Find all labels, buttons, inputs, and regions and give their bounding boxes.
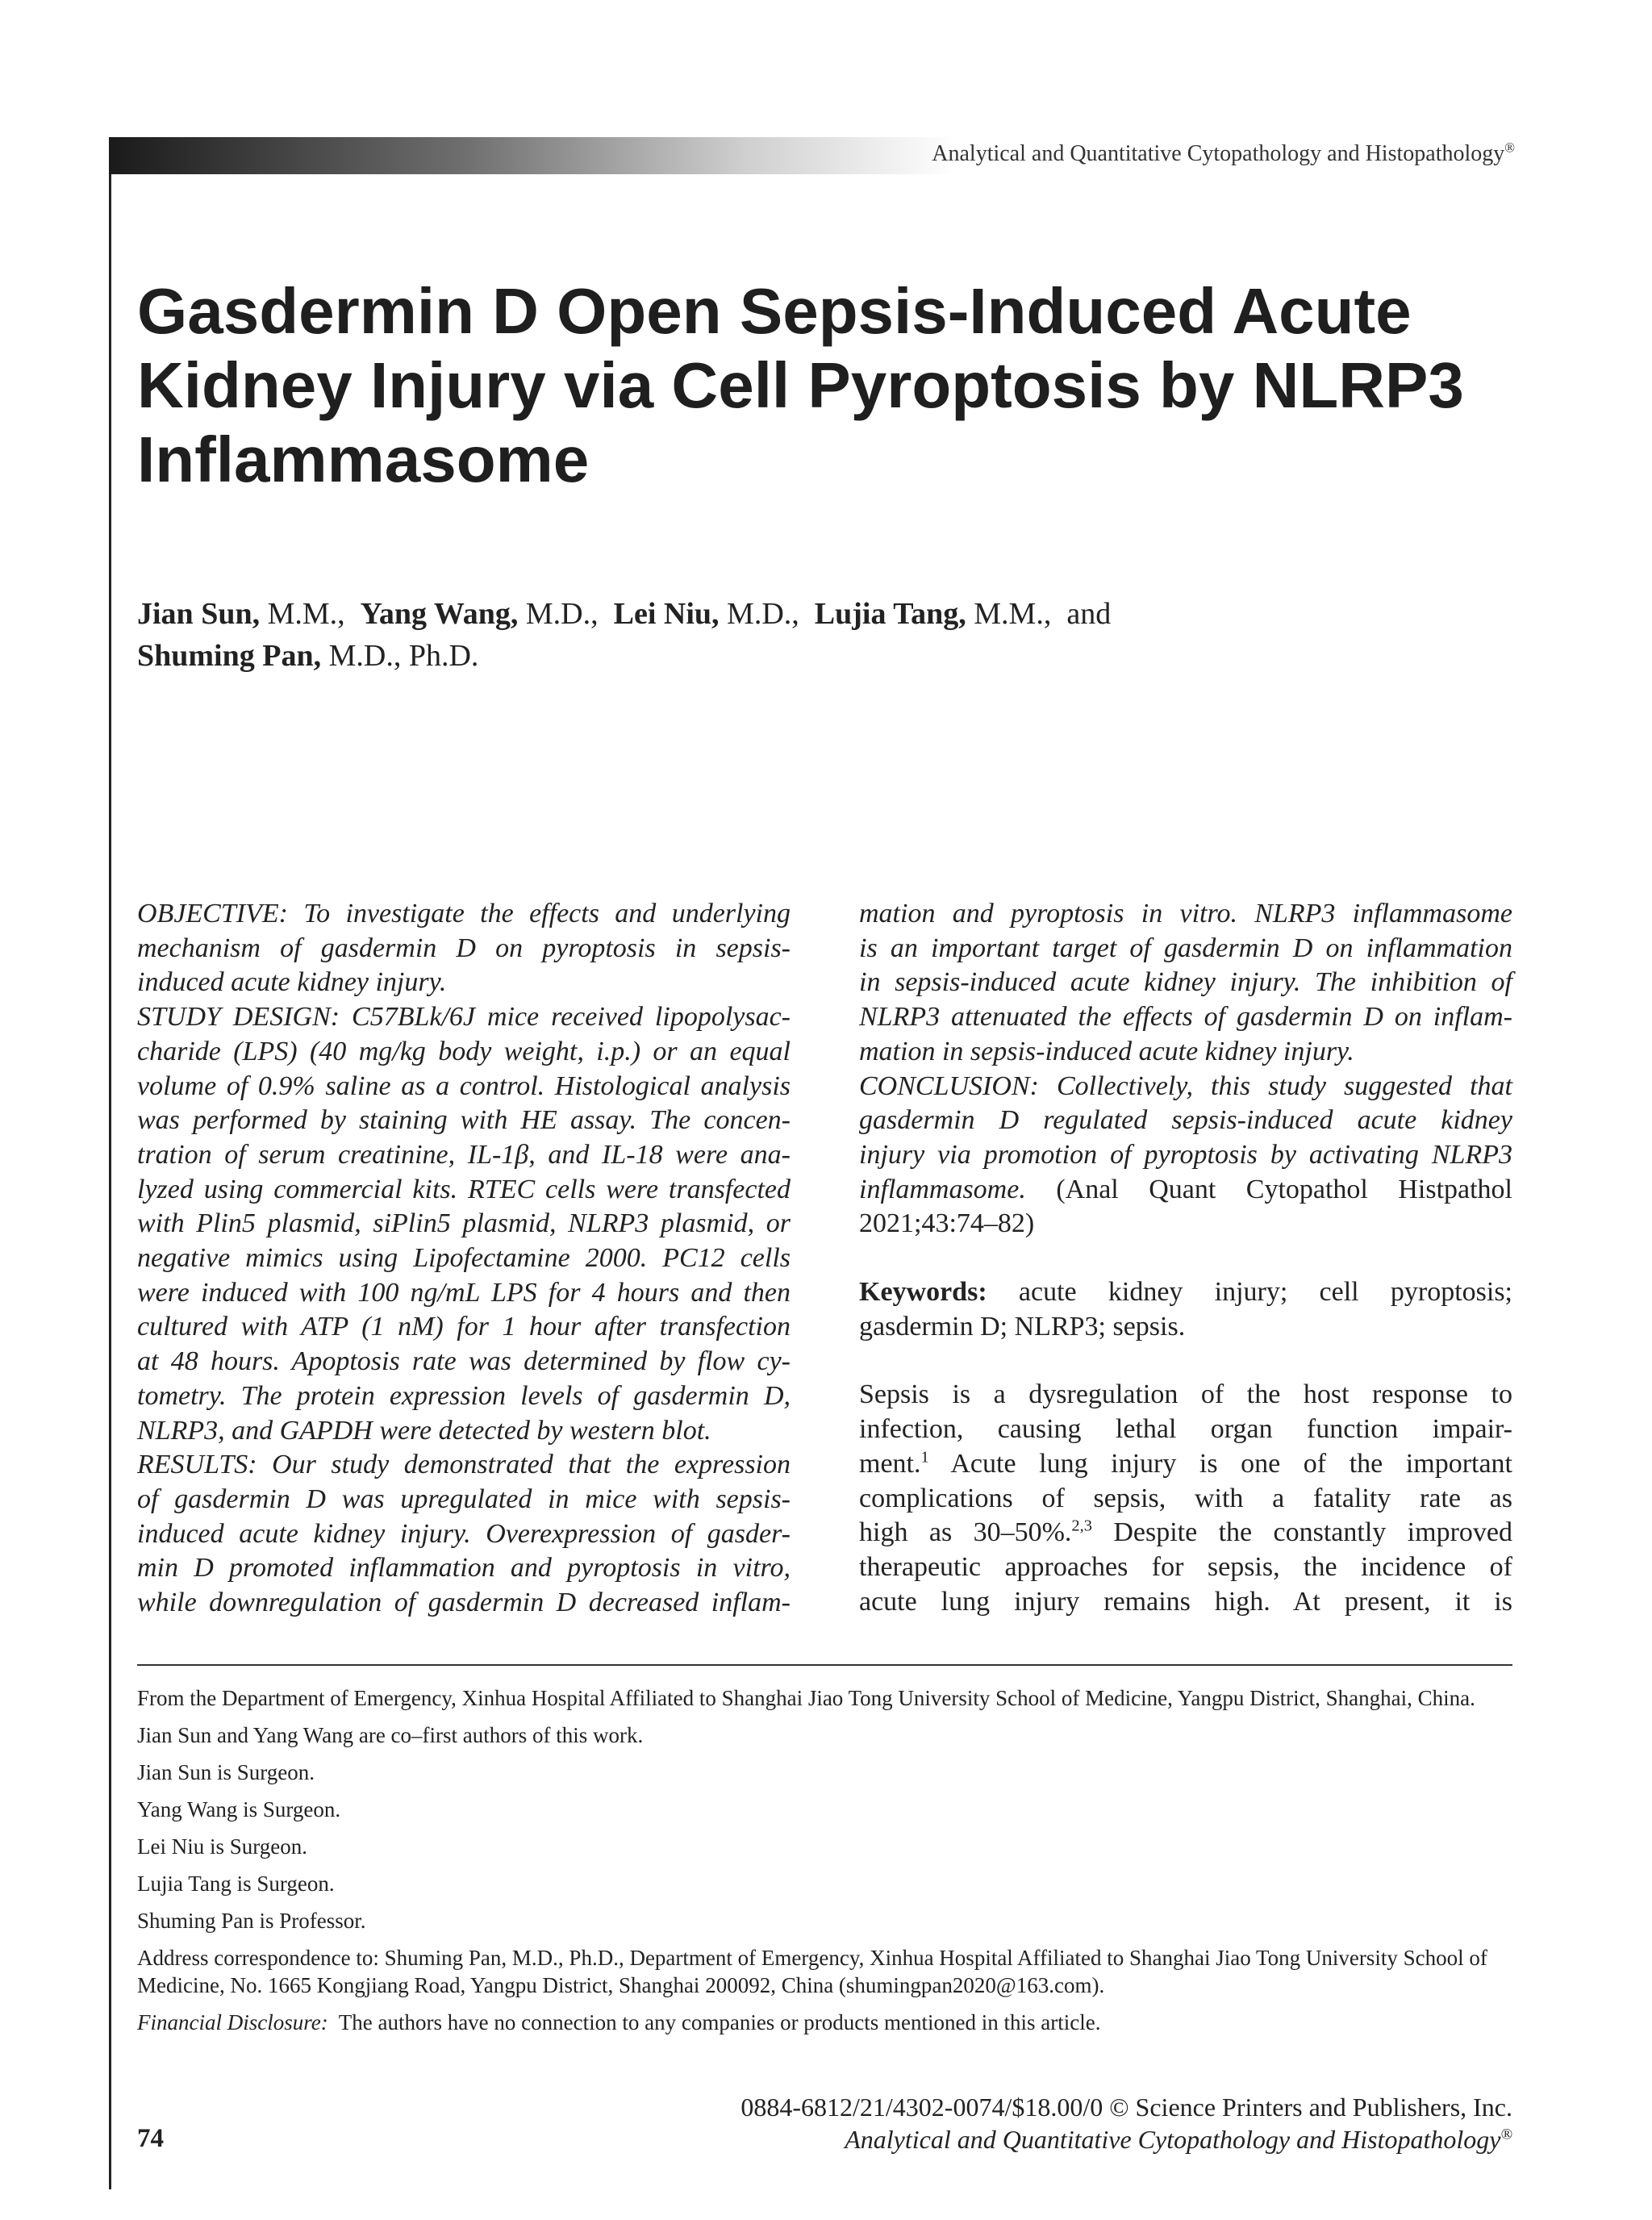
- running-header: [932, 141, 1515, 167]
- abstract-line: mation and pyroptosis in vitro. NLRP3 inflammasome: [859, 899, 1512, 928]
- abstract-line: NLRP3 attenuated the effects of gasdermin D on inflam-: [859, 1002, 1512, 1033]
- footnote-rule: [137, 1664, 1512, 1666]
- article-title: [137, 274, 1549, 497]
- disclosure-label: Financial Disclosure:: [137, 2010, 328, 2034]
- keywords-label: Keywords:: [859, 1277, 987, 1308]
- footnotes: [137, 1684, 1512, 2046]
- journal-name: Analytical and Quantitative Cytopathology and Histopathology: [932, 141, 1505, 166]
- footnote-role: Jian Sun is Surgeon.: [137, 1760, 315, 1784]
- body-line: acute lung injury remains high. At present, it is: [859, 1586, 1512, 1617]
- abstract-line: induced acute kidney injury.: [137, 967, 447, 998]
- abstract-line: in sepsis-induced acute kidney injury. The inhibition of: [859, 967, 1512, 998]
- abstract-line: STUDY DESIGN: C57BLk/6J mice received lipopolysac-: [137, 1002, 791, 1033]
- page-number: 74: [137, 2124, 164, 2153]
- citation-lead: inflammasome.: [859, 1174, 1026, 1204]
- abstract-line: were induced with 100 ng/mL LPS for 4 hours and then: [137, 1277, 791, 1308]
- body-text: Acute lung injury is one of the important: [928, 1448, 1512, 1479]
- author-degree: M.D.,: [727, 597, 799, 631]
- footnote-role: Yang Wang is Surgeon.: [137, 1797, 341, 1821]
- author-line-2: [137, 635, 1549, 677]
- abstract-line: is an important target of gasdermin D on inflammation: [859, 933, 1512, 963]
- body-text: ment.: [859, 1448, 921, 1479]
- citation-superscript: 1: [920, 1448, 929, 1467]
- abstract-line: min D promoted inflammation and pyroptosis in vitro,: [137, 1553, 791, 1584]
- footnote-disclosure: [137, 2009, 1512, 2036]
- abstract-right-column: [859, 897, 1512, 1619]
- citation-superscript: 2,3: [1071, 1517, 1092, 1535]
- citation-ref: (Anal Quant Cytopathol Histpathol: [1056, 1174, 1513, 1204]
- abstract-line: charide (LPS) (40 mg/kg body weight, i.p.) or an equal: [137, 1036, 791, 1066]
- copyright-line: 0884-6812/21/4302-0074/$18.00/0 © Science Printers and Publishers, Inc.: [740, 2093, 1512, 2122]
- footnote-correspondence: Address correspondence to: Shuming Pan, M.D., Ph.D., Department of Emergency, Xinhua Hospital Affiliated to Shanghai Jiao Tong University School of Medicine, No. 1665 Kongjiang Road, Yangpu District, Shanghai 200092, China (shumingpan2020@163.com).: [137, 1946, 1487, 1997]
- citation-line: [859, 1173, 1512, 1208]
- title-line-3: Inflammasome: [137, 424, 590, 495]
- abstract-line: cultured with ATP (1 nM) for 1 hour after transfection: [137, 1312, 791, 1342]
- abstract-line: induced acute kidney injury. Overexpression of gasder-: [137, 1518, 791, 1549]
- body-line: therapeutic approaches for sepsis, the incidence of: [859, 1551, 1512, 1582]
- footnote-co-first: Jian Sun and Yang Wang are co–first authors of this work.: [137, 1723, 644, 1747]
- abstract-left-column: [137, 897, 791, 1621]
- footer-journal-name: Analytical and Quantitative Cytopathology and Histopathology: [845, 2125, 1501, 2154]
- author-conjunction: and: [1066, 597, 1112, 631]
- body-text: Despite the constantly improved: [1091, 1517, 1512, 1548]
- page-footer: [740, 2091, 1512, 2155]
- body-line: infection, causing lethal organ function impair-: [859, 1414, 1512, 1445]
- abstract-line: tometry. The protein expression levels of gasdermin D,: [137, 1380, 791, 1411]
- abstract-line: NLRP3, and GAPDH were detected by western blot.: [137, 1415, 711, 1446]
- author-degree: M.M.,: [974, 597, 1052, 631]
- body-line: Sepsis is a dysregulation of the host response to: [859, 1379, 1512, 1410]
- abstract-line: with Plin5 plasmid, siPlin5 plasmid, NLRP3 plasmid, or: [137, 1208, 791, 1239]
- author-name: Lujia Tang,: [814, 597, 966, 631]
- author-degree: M.M.,: [267, 597, 345, 631]
- spacer: [859, 1241, 1512, 1275]
- abstract-line: was performed by staining with HE assay. The concen-: [137, 1105, 791, 1136]
- abstract-line: tration of serum creatinine, IL-1β, and IL-18 were ana-: [137, 1139, 791, 1170]
- author-name: Lei Niu,: [613, 597, 720, 631]
- body-line: [859, 1516, 1512, 1550]
- abstract-line: injury via promotion of pyroptosis by activating NLRP3: [859, 1139, 1512, 1170]
- abstract-line: OBJECTIVE: To investigate the effects and underlying: [137, 899, 791, 928]
- body-line: [859, 1447, 1512, 1482]
- footnote-role: Lujia Tang is Surgeon.: [137, 1872, 335, 1896]
- keywords-line-2: gasdermin D; NLRP3; sepsis.: [859, 1311, 1186, 1342]
- spacer: [859, 1344, 1512, 1378]
- citation-ref-2: 2021;43:74–82): [859, 1208, 1035, 1239]
- author-list: [137, 593, 1549, 677]
- title-line-2: Kidney Injury via Cell Pyroptosis by NLRP3: [137, 349, 1464, 421]
- author-name: Jian Sun,: [137, 597, 261, 631]
- abstract-line: at 48 hours. Apoptosis rate was determined by flow cy-: [137, 1346, 791, 1377]
- registered-mark: ®: [1500, 2126, 1512, 2143]
- body-text: high as 30–50%.: [859, 1517, 1072, 1548]
- author-degree: M.D., Ph.D.: [328, 639, 479, 673]
- title-line-1: Gasdermin D Open Sepsis-Induced Acute: [137, 275, 1412, 347]
- footnote-role: Lei Niu is Surgeon.: [137, 1834, 307, 1859]
- abstract-line: while downregulation of gasdermin D decreased inflam-: [137, 1588, 791, 1618]
- abstract-line: lyzed using commercial kits. RTEC cells were transfected: [137, 1174, 791, 1204]
- abstract-line: mechanism of gasdermin D on pyroptosis in sepsis-: [137, 933, 791, 963]
- body-line: complications of sepsis, with a fatality rate as: [859, 1483, 1512, 1513]
- keywords-text: acute kidney injury; cell pyroptosis;: [1018, 1277, 1512, 1308]
- footnote-role: Shuming Pan is Professor.: [137, 1909, 366, 1933]
- author-name: Shuming Pan,: [137, 639, 322, 673]
- abstract-line: gasdermin D regulated sepsis-induced acute kidney: [859, 1105, 1512, 1136]
- footnote-affiliation: From the Department of Emergency, Xinhua Hospital Affiliated to Shanghai Jiao Tong University School of Medicine, Yangpu District, Shanghai, China.: [137, 1686, 1475, 1710]
- left-margin-rule: [109, 174, 111, 2189]
- abstract-line: CONCLUSION: Collectively, this study suggested that: [859, 1070, 1512, 1101]
- abstract-line: volume of 0.9% saline as a control. Histological analysis: [137, 1070, 791, 1101]
- abstract-line: RESULTS: Our study demonstrated that the expression: [137, 1450, 791, 1480]
- keywords-line: [859, 1275, 1512, 1310]
- registered-mark: ®: [1504, 140, 1515, 156]
- abstract-line: of gasdermin D was upregulated in mice with sepsis-: [137, 1483, 791, 1514]
- author-degree: M.D.,: [525, 597, 599, 631]
- disclosure-text: The authors have no connection to any companies or products mentioned in this article.: [338, 2010, 1101, 2034]
- author-line-1: [137, 593, 1549, 635]
- abstract-line: mation in sepsis-induced acute kidney injury.: [859, 1036, 1354, 1066]
- footer-journal: [740, 2123, 1512, 2155]
- abstract-line: negative mimics using Lipofectamine 2000. PC12 cells: [137, 1243, 791, 1274]
- author-name: Yang Wang,: [360, 597, 519, 631]
